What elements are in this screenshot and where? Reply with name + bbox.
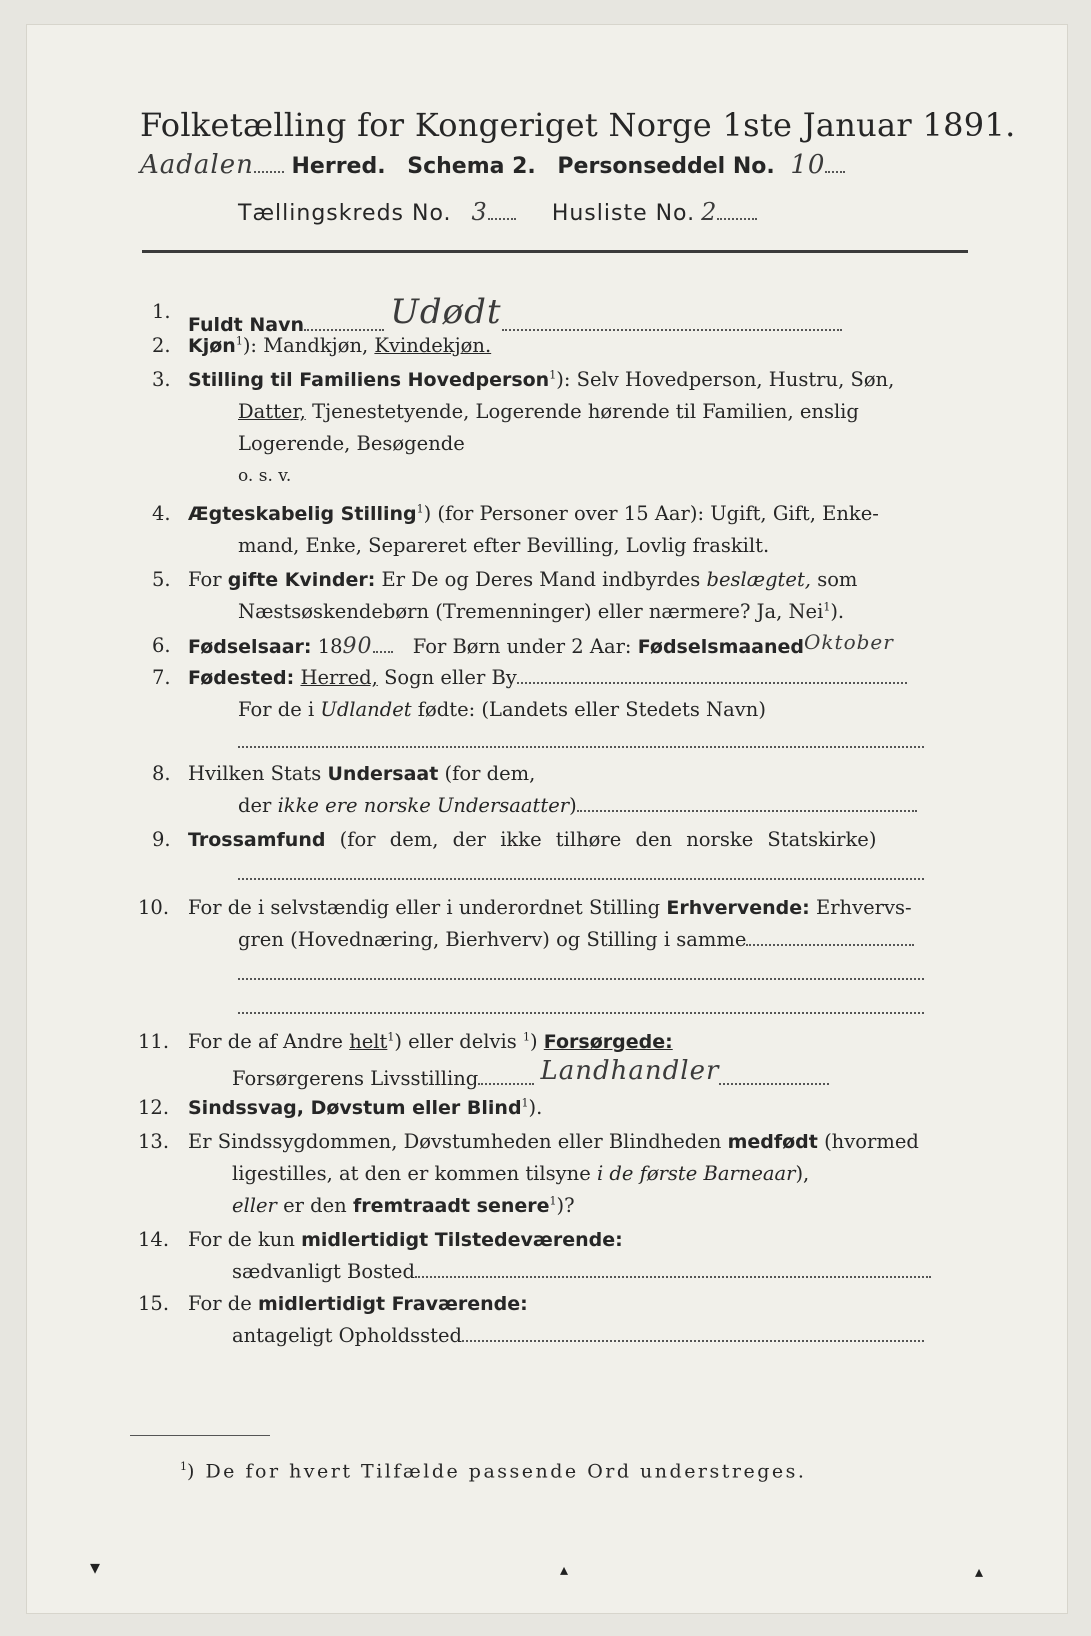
q13-l3-b: er den	[283, 1194, 347, 1217]
q15-l1-a: For de	[188, 1292, 252, 1315]
q10-l1-b: Erhvervende:	[666, 897, 810, 919]
q7-option-herred: Herred,	[300, 666, 378, 689]
q13-l1-c: (hvormed	[824, 1130, 919, 1153]
q15-number: 15.	[138, 1292, 170, 1315]
q14-l2: sædvanligt Bosted	[232, 1260, 415, 1283]
q11-option-helt: helt	[349, 1030, 388, 1053]
husliste-label: Husliste No.	[551, 201, 696, 226]
q6-month-value: Oktober	[804, 630, 894, 654]
q13-l1-b: medfødt	[727, 1131, 818, 1153]
q2-number: 2.	[152, 334, 171, 357]
husliste-value: 2	[701, 198, 718, 226]
q5-l1-c: Er De og Deres Mand indbyrdes	[381, 568, 701, 591]
footnote-text: ) De for hvert Tilfælde passende Ord understreges.	[187, 1460, 807, 1483]
husliste-dots	[717, 217, 757, 220]
q10-blank-line-1	[238, 962, 924, 985]
taellingskreds-value: 3	[471, 198, 488, 226]
taellingskreds-line	[238, 198, 757, 226]
q5-sup: 1	[823, 600, 831, 614]
q3-l2-rest: Tjenestetyende, Logerende hørende til Familien, enslig	[312, 400, 859, 423]
header-rule	[142, 250, 968, 253]
q9-blank-line	[238, 862, 924, 885]
q8-l2-a: der	[238, 794, 272, 817]
q1-label: Fuldt Navn	[188, 314, 305, 336]
q13-l3-c: fremtraadt senere	[352, 1195, 550, 1217]
q15-dots	[462, 1339, 924, 1342]
q5-l1-d: beslægtet,	[706, 568, 811, 591]
q6-line	[188, 630, 894, 659]
q15-l1-b: midlertidigt Fraværende:	[257, 1293, 528, 1315]
q8-dots	[577, 809, 917, 812]
taellingskreds-label: Tællingskreds No.	[238, 201, 452, 226]
q7-blank-line	[238, 730, 924, 753]
q3-label: Stilling til Familiens Hovedperson	[188, 369, 550, 391]
q15-l2: antageligt Opholdssted	[232, 1324, 463, 1347]
q10-l1-c: Erhvervs-	[815, 896, 912, 919]
q7-line-1	[188, 666, 907, 689]
q6-mid: For Børn under 2 Aar:	[412, 635, 632, 658]
q6-year-dots	[373, 650, 393, 653]
footnote-sup: 1	[180, 1460, 187, 1473]
q10-dots	[746, 943, 914, 946]
q7-l2-b: Udlandet	[320, 698, 412, 721]
q11-l1-d: Forsørgede:	[543, 1031, 673, 1053]
q14-line-2	[232, 1260, 931, 1283]
q8-number: 8.	[152, 762, 171, 785]
q11-sup-1: 1	[387, 1030, 395, 1044]
q8-l1-c: (for dem,	[444, 762, 536, 785]
q13-line-2	[232, 1162, 809, 1185]
q11-l2: Forsørgerens Livsstilling	[232, 1067, 479, 1090]
corner-mark-right: ▴	[975, 1562, 984, 1581]
herred-label: Herred.	[291, 154, 386, 179]
q3-line-3: Logerende, Besøgende	[238, 432, 465, 455]
q7-l2-c: fødte: (Landets eller Stedets Navn)	[417, 698, 766, 721]
q9-line-1	[188, 828, 876, 851]
q11-dots-b	[719, 1082, 829, 1085]
corner-mark-center: ▴	[560, 1560, 569, 1579]
q5-number: 5.	[152, 568, 171, 591]
q15-line-2	[232, 1324, 924, 1347]
q12-sup: 1	[521, 1096, 529, 1110]
q3-line-1	[188, 368, 894, 391]
q6-prefix: 18	[317, 635, 343, 658]
q13-l2-c: ),	[795, 1162, 810, 1185]
q10-l2: gren (Hovednæring, Bierhverv) og Stilling i samme	[238, 928, 747, 951]
q1-value: Udødt	[390, 292, 502, 332]
q10-blank-line-2	[238, 996, 924, 1019]
herred-value: Aadalen	[140, 150, 254, 180]
q2-option-kvindekjon: Kvindekjøn.	[374, 334, 492, 357]
q15-line-1	[188, 1292, 528, 1315]
q13-l2-a: ligestilles, at den er kommen tilsyne	[232, 1162, 591, 1185]
q8-l1-b: Undersaat	[327, 763, 439, 785]
q4-label: Ægteskabelig Stilling	[188, 503, 417, 525]
q3-option-datter: Datter,	[238, 400, 306, 423]
q10-line-2	[238, 928, 914, 951]
q3-line-2	[238, 400, 859, 423]
q12-end: ).	[528, 1096, 543, 1119]
q9-label: Trossamfund	[188, 829, 326, 851]
q2-rest: ): Mandkjøn,	[242, 334, 369, 357]
q14-number: 14.	[138, 1228, 170, 1251]
q11-number: 11.	[138, 1030, 170, 1053]
q9-rest: (for dem, der ikke tilhøre den norske Statskirke)	[339, 828, 877, 851]
q11-dots-a	[478, 1082, 534, 1085]
taellingskreds-dots	[488, 217, 516, 220]
q4-number: 4.	[152, 502, 171, 525]
q4-line-1	[188, 502, 879, 525]
q10-line-1	[188, 896, 912, 919]
q6-month-label: Fødselsmaaned	[637, 636, 805, 658]
footnote	[180, 1460, 806, 1482]
q5-l1-b: gifte Kvinder:	[227, 569, 376, 591]
q7-l2-a: For de i	[238, 698, 315, 721]
q11-l1-b: ) eller delvis	[394, 1030, 517, 1053]
q11-l1-c: )	[529, 1030, 538, 1053]
q5-l2: Næstsøskendebørn (Tremenninger) eller nærmere? Ja, Nei	[238, 600, 824, 623]
q13-l3-a: eller	[232, 1194, 277, 1217]
q13-l1-a: Er Sindssygdommen, Døvstumheden eller Blindheden	[188, 1130, 722, 1153]
q14-dots	[415, 1275, 931, 1278]
q8-l1-a: Hvilken Stats	[188, 762, 322, 785]
q10-number: 10.	[138, 896, 170, 919]
q12-number: 12.	[138, 1096, 170, 1119]
q5-l1-e: som	[817, 568, 858, 591]
q3-number: 3.	[152, 368, 171, 391]
q11-sup-2: 1	[522, 1030, 530, 1044]
q11-l1-a: For de af Andre	[188, 1030, 343, 1053]
personseddel-value: 10	[790, 150, 826, 180]
q13-line-1	[188, 1130, 919, 1153]
q2-sup: 1	[235, 334, 243, 348]
q11-line-1	[188, 1030, 673, 1053]
q13-line-3	[232, 1194, 575, 1217]
q5-l1-a: For	[188, 568, 222, 591]
q14-line-1	[188, 1228, 623, 1251]
q6-year-value: 90	[342, 634, 373, 659]
q7-dots	[517, 681, 907, 684]
personseddel-dots	[825, 170, 845, 173]
q4-l1-rest: ) (for Personer over 15 Aar): Ugift, Gift, Enke-	[423, 502, 879, 525]
corner-mark-left: ▾	[90, 1555, 101, 1579]
q9-number: 9.	[152, 828, 171, 851]
q11-value: Landhandler	[540, 1056, 720, 1086]
q4-line-2: mand, Enke, Separeret efter Bevilling, Lovlig fraskilt.	[238, 534, 770, 557]
q10-l1-a: For de i selvstændig eller i underordnet Stilling	[188, 896, 661, 919]
q12-label: Sindssvag, Døvstum eller Blind	[188, 1097, 522, 1119]
q13-number: 13.	[138, 1130, 170, 1153]
q7-rest: Sogn eller By	[384, 666, 517, 689]
q11-line-2	[232, 1056, 829, 1092]
q12-line	[188, 1096, 542, 1119]
q7-number: 7.	[152, 666, 171, 689]
q3-l1-rest: ): Selv Hovedperson, Hustru, Søn,	[556, 368, 895, 391]
q14-l1-a: For de kun	[188, 1228, 295, 1251]
q7-label: Fødested:	[188, 667, 295, 689]
q13-l3-d: )?	[556, 1194, 575, 1217]
q5-line-2	[238, 600, 844, 623]
q8-line-2	[238, 794, 917, 817]
q7-line-2	[238, 698, 766, 721]
q2-label: Kjøn	[188, 335, 236, 357]
q4-sup: 1	[416, 502, 424, 516]
q14-l1-b: midlertidigt Tilstedeværende:	[301, 1229, 623, 1251]
q1-number: 1.	[152, 300, 171, 323]
q3-sup: 1	[549, 368, 557, 382]
census-form-sheet	[26, 24, 1068, 1614]
q5-l2-end: ).	[830, 600, 845, 623]
personseddel-label: Personseddel No.	[557, 154, 775, 179]
q1-dots-a	[304, 328, 384, 331]
q8-l2-c: )	[569, 794, 577, 817]
q8-line-1	[188, 762, 535, 785]
q13-sup: 1	[549, 1194, 557, 1208]
q2-line	[188, 334, 491, 357]
q13-l2-b: i de første Barneaar	[596, 1162, 796, 1185]
herred-dots	[254, 170, 284, 173]
q3-line-4: o. s. v.	[238, 466, 292, 486]
q6-number: 6.	[152, 634, 171, 657]
q6-label: Fødselsaar:	[188, 636, 312, 658]
schema-label: Schema 2.	[407, 154, 536, 179]
footnote-rule	[130, 1435, 270, 1436]
q8-l2-b: ikke ere norske Undersaatter	[277, 794, 570, 817]
q1-dots-b	[502, 328, 842, 331]
q5-line-1	[188, 568, 857, 591]
form-title: Folketælling for Kongeriget Norge 1ste Januar 1891.	[140, 106, 1016, 144]
herred-line	[140, 150, 845, 180]
